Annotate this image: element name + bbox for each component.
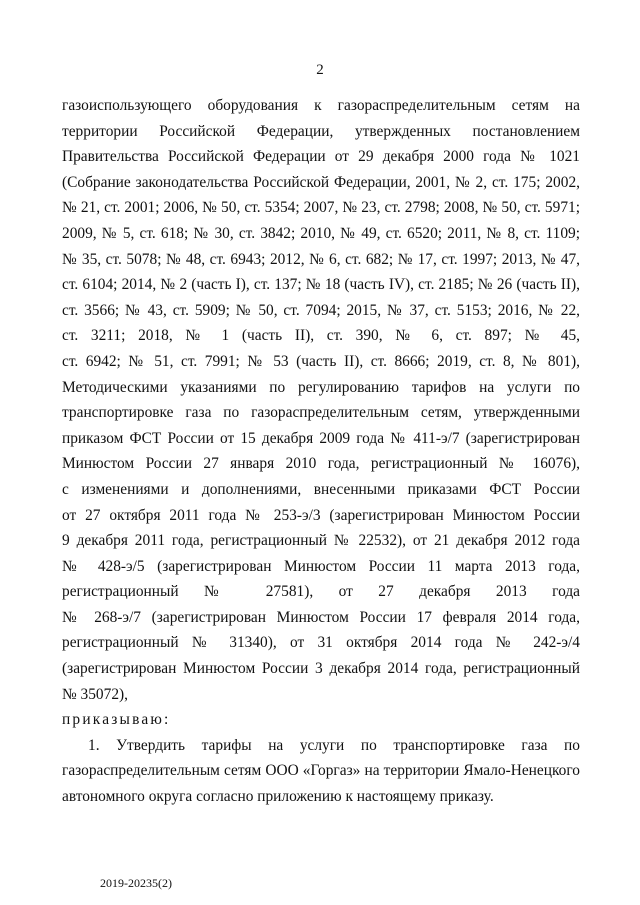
text-line: № 21, ст. 2001; 2006, № 50, ст. 5354; 2007, № 23, ст. 2798; 2008, № 50, ст. 5971; [62, 199, 580, 217]
text-line: 1. Утвердить тарифы на услуги по транспортировке газа по [88, 736, 580, 754]
text-line: Минюстом России 27 января 2010 года, регистрационный № 16076), [62, 455, 580, 473]
text-line: регистрационный № 27581), от 27 декабря 2013 года [62, 583, 580, 601]
text-line: от 27 октября 2011 года № 253-э/3 (зарегистрирован Минюстом России [62, 506, 580, 524]
text-line: ст. 6942; № 51, ст. 7991; № 53 (часть II), ст. 8666; 2019, ст. 8, № 801), [62, 352, 580, 370]
order-word: приказываю: [62, 711, 171, 729]
text-line: № 268-э/7 (зарегистрирован Минюстом России 17 февраля 2014 года, [62, 608, 580, 626]
text-line: (зарегистрирован Минюстом России 3 декабря 2014 года, регистрационный [62, 660, 580, 678]
paragraph-legal-basis [62, 93, 580, 707]
text-line-last: автономного округа согласно приложению к настоящему приказу. [62, 788, 494, 806]
text-line: приказом ФСТ России от 15 декабря 2009 года № 411-э/7 (зарегистрирован [62, 429, 580, 447]
text-line: № 428-э/5 (зарегистрирован Минюстом России 11 марта 2013 года, [62, 557, 580, 575]
text-line: ст. 3566; № 43, ст. 5909; № 50, ст. 7094; 2015, № 37, ст. 5153; 2016, № 22, [62, 301, 580, 319]
page-number: 2 [316, 62, 324, 78]
text-line: Правительства Российской Федерации от 29 декабря 2000 года № 1021 [62, 148, 580, 166]
text-line: территории Российской Федерации, утвержденных постановлением [62, 122, 580, 140]
text-line: ст. 6104; 2014, № 2 (часть I), ст. 137; № 18 (часть IV), ст. 2185; № 26 (часть II), [62, 276, 580, 294]
text-line: газораспределительным сетям ООО «Горгаз» на территории Ямало-Ненецкого [62, 762, 580, 780]
footer-document-code: 2019-20235(2) [100, 876, 172, 890]
text-line: (Собрание законодательства Российской Федерации, 2001, № 2, ст. 175; 2002, [62, 173, 580, 191]
text-line: газоиспользующего оборудования к газораспределительным сетям на [62, 97, 580, 114]
text-line: с изменениями и дополнениями, внесенными приказами ФСТ России [62, 480, 580, 498]
text-line: регистрационный № 31340), от 31 октября 2014 года № 242-э/4 [62, 634, 580, 652]
text-line: Методическими указаниями по регулированию тарифов на услуги по [62, 378, 580, 396]
document-body [62, 93, 580, 810]
order-item-1 [62, 733, 580, 810]
text-line: № 35, ст. 5078; № 48, ст. 6943; 2012, № 6, ст. 682; № 17, ст. 1997; 2013, № 47, [62, 250, 580, 268]
text-line-last: № 35072), [62, 685, 128, 703]
text-line: ст. 3211; 2018, № 1 (часть II), ст. 390, № 6, ст. 897; № 45, [62, 327, 580, 345]
text-line: 9 декабря 2011 года, регистрационный № 22532), от 21 декабря 2012 года [62, 532, 580, 550]
text-line: 2009, № 5, ст. 618; № 30, ст. 3842; 2010, № 49, ст. 6520; 2011, № 8, ст. 1109; [62, 224, 580, 242]
text-line: транспортировке газа по газораспределительным сетям, утвержденными [62, 404, 580, 422]
